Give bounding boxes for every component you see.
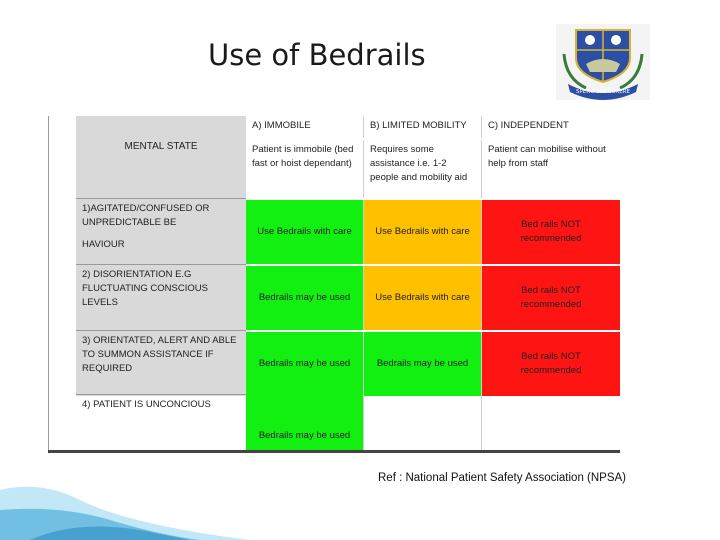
column-desc-immobile: Patient is immobile (bed fast or hoist dependant) xyxy=(246,140,364,198)
column-header-limited-mobility: B) LIMITED MOBILITY xyxy=(364,116,482,138)
page-title: Use of Bedrails xyxy=(208,38,426,72)
row-label-agitated-cont: HAVIOUR xyxy=(82,239,125,250)
cell-unconscious-independent xyxy=(482,396,620,452)
column-header-immobile: A) IMMOBILE xyxy=(246,116,364,138)
row-separator xyxy=(76,264,246,265)
row-separator xyxy=(76,330,246,331)
cell-disorientation-independent: Bed rails NOT recommended xyxy=(482,266,620,330)
school-crest-logo xyxy=(556,24,650,100)
column-desc-limited-mobility: Requires some assistance i.e. 1-2 people and mobility aid xyxy=(364,140,482,198)
row-label-disorientation: 2) DISORIENTATION E.G FLUCTUATING CONSCIOUS LEVELS xyxy=(82,269,208,308)
bedrails-table xyxy=(76,116,620,452)
mental-state-label: MENTAL STATE xyxy=(124,141,198,152)
table-left-edge xyxy=(48,116,49,452)
cell-disorientation-immobile: Bedrails may be used xyxy=(246,266,364,330)
cell-agitated-limited: Use Bedrails with care xyxy=(364,200,482,264)
cell-agitated-immobile: Use Bedrails with care xyxy=(246,200,364,264)
row-separator xyxy=(76,394,246,395)
cell-orientated-immobile: Bedrails may be used xyxy=(246,332,364,396)
column-desc-independent: Patient can mobilise without help from staff xyxy=(488,144,606,169)
cell-unconscious-immobile-text: Bedrails may be used xyxy=(258,430,351,441)
cell-unconscious-immobile xyxy=(246,396,364,452)
row-label-orientated: 3) ORIENTATED, ALERT AND ABLE TO SUMMON ASSISTANCE IF REQUIRED xyxy=(82,335,237,374)
row-label-agitated: 1)AGITATED/CONFUSED OR UNPREDICTABLE BE xyxy=(82,203,210,228)
cell-orientated-limited: Bedrails may be used xyxy=(364,332,482,396)
cell-agitated-independent: Bed rails NOT recommended xyxy=(482,200,620,264)
cell-orientated-independent: Bed rails NOT recommended xyxy=(482,332,620,396)
cell-unconscious-limited xyxy=(364,396,482,452)
row-label-unconscious-spacer xyxy=(76,412,246,452)
cell-disorientation-limited: Use Bedrails with care xyxy=(364,266,482,330)
row-label-unconscious: 4) PATIENT IS UNCONCIOUS xyxy=(82,399,211,410)
table-bottom-border xyxy=(48,450,620,453)
column-header-independent: C) INDEPENDENT xyxy=(488,120,569,131)
reference-note: Ref : National Patient Safety Association (NPSA) xyxy=(378,472,627,484)
row-separator xyxy=(76,198,246,199)
crest-motto: SPERO SUCCURERE xyxy=(576,89,630,95)
